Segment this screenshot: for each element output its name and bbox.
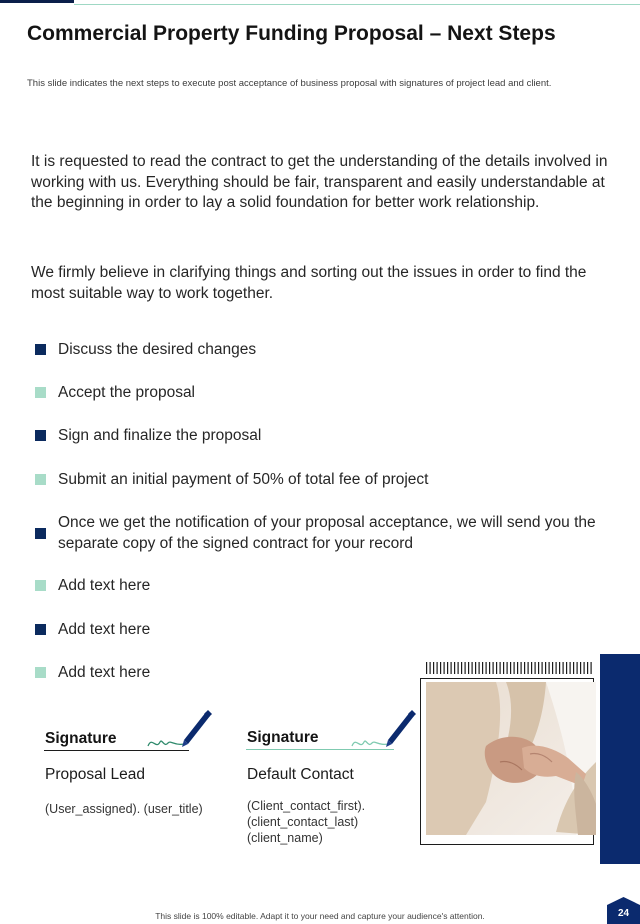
page-number: 24 — [617, 908, 630, 919]
signature-line — [44, 750, 189, 751]
step-text: Add text here — [58, 664, 151, 681]
signature-label: Signature — [247, 729, 319, 746]
signatory-fields — [247, 798, 365, 846]
step-text: Discuss the desired changes — [58, 341, 257, 358]
signatory-field: (client_contact_last) — [247, 815, 359, 829]
step-text: Submit an initial payment of 50% of total fee of project — [58, 471, 429, 488]
barcode-decoration — [426, 662, 592, 674]
square-bullet-icon — [35, 624, 46, 635]
belief-paragraph: We firmly believe in clarifying things and sorting out the issues in order to find the most suitable way to work together. — [31, 264, 587, 302]
square-bullet-icon — [35, 474, 46, 485]
step-text: Accept the proposal — [58, 384, 196, 401]
fountain-pen-icon — [144, 706, 214, 752]
signatory-role: Default Contact — [247, 766, 354, 783]
signatory-fields — [45, 801, 203, 817]
square-bullet-icon — [35, 528, 46, 539]
signatory-role: Proposal Lead — [45, 766, 145, 783]
square-bullet-icon — [35, 430, 46, 441]
footer-note: This slide is 100% editable. Adapt it to your need and capture your audience's attention. — [155, 911, 485, 921]
handshake-photo — [426, 682, 596, 835]
step-text: Sign and finalize the proposal — [58, 427, 262, 444]
signatory-field: (User_assigned). (user_title) — [45, 802, 203, 816]
step-text: Add text here — [58, 621, 151, 638]
square-bullet-icon — [35, 580, 46, 591]
top-accent-light — [74, 4, 640, 5]
square-bullet-icon — [35, 667, 46, 678]
square-bullet-icon — [35, 344, 46, 355]
square-bullet-icon — [35, 387, 46, 398]
intro-paragraph: It is requested to read the contract to get the understanding of the details involved in working with us. Everything should be fair, transparent and easily understandable at the beginning in order to lay a solid foundation for better work relationship. — [31, 153, 608, 211]
page-title: Commercial Property Funding Proposal – Next Steps — [27, 22, 556, 45]
page-subtitle: This slide indicates the next steps to execute post acceptance of business proposal with signatures of project lead and client. — [27, 78, 552, 89]
fountain-pen-icon — [348, 706, 418, 752]
accent-bar — [600, 654, 640, 864]
step-text: Add text here — [58, 577, 151, 594]
signatory-field: (client_name) — [247, 831, 323, 845]
signature-label: Signature — [45, 730, 117, 747]
step-text: Once we get the notification of your proposal acceptance, we will send you the separate copy of the signed contract for your record — [58, 514, 596, 552]
signature-line — [246, 749, 394, 750]
top-accent-dark — [0, 0, 74, 3]
signatory-field: (Client_contact_first). — [247, 799, 366, 813]
